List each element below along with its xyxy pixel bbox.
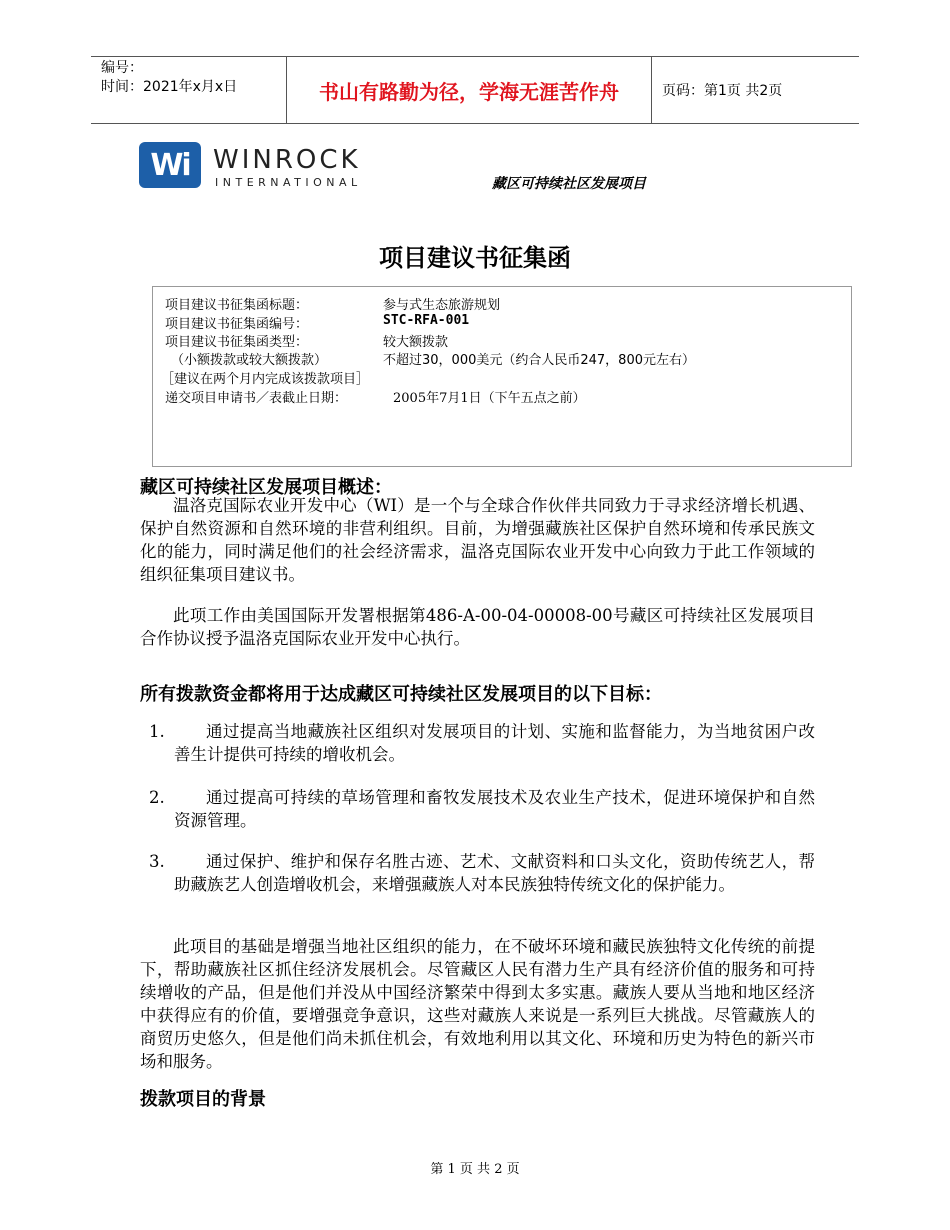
info-value: 较大额拨款: [383, 335, 449, 350]
list-item: [140, 786, 815, 832]
info-key: 项目建议书征集函类型：: [165, 335, 309, 350]
header-meta: [91, 57, 286, 123]
list-text: 通过提高当地藏族社区组织对发展项目的计划、实施和监督能力，为当地贫困户改善生计提供可持续的增收机会。: [174, 722, 815, 764]
section-heading: 拨款项目的背景: [140, 1089, 266, 1110]
logo-mark: Wi: [139, 142, 201, 188]
info-value: STC-RFA-001: [383, 313, 470, 328]
info-key: 项目建议书征集函编号：: [165, 317, 309, 332]
section-heading: 藏区可持续社区发展项目概述：: [140, 477, 392, 498]
info-key: ［建议在两个月内完成该拨款项目］: [161, 372, 370, 387]
project-tag: 藏区可持续社区发展项目: [492, 176, 646, 192]
info-value: 参与式生态旅游规划: [383, 298, 501, 313]
page-footer: 第 1 页 共 2 页: [430, 1162, 520, 1177]
info-key: 项目建议书征集函标题：: [165, 298, 309, 313]
logo-name: WINROCK: [213, 145, 361, 175]
list-item: [140, 850, 815, 896]
info-key: （小额拨款或较大额拨款）: [171, 353, 328, 368]
number-label: 编号：: [101, 60, 143, 76]
paragraph: 此项工作由美国国际开发署根据第486-A-00-04-00008-00号藏区可持续社区发展项目合作协议授予温洛克国际农业开发中心执行。: [140, 606, 815, 648]
time-label: 时间：2021年x月x日: [101, 79, 238, 95]
info-box: [152, 286, 852, 467]
list-item: [140, 720, 815, 766]
paragraph: 温洛克国际农业开发中心（WI）是一个与全球合作伙伴共同致力于寻求经济增长机遇、保护自然资源和自然环境的非营利组织。目前，为增强藏族社区保护自然环境和传承民族文化的能力，同时满足他们的社会经济需求，温洛克国际农业开发中心向致力于此工作领域的组织征集项目建议书。: [140, 496, 815, 584]
header-page-label: 页码：第1页 共2页: [662, 83, 783, 99]
document-title: 项目建议书征集函: [379, 244, 571, 272]
list-number: 2.: [149, 788, 165, 807]
winrock-logo: [139, 140, 379, 190]
info-value: 不超过30，000美元（约合人民币247，800元左右）: [383, 353, 695, 368]
list-text: 通过提高可持续的草场管理和畜牧发展技术及农业生产技术，促进环境保护和自然资源管理。: [174, 788, 815, 830]
list-text: 通过保护、维护和保存名胜古迹、艺术、文献资料和口头文化，资助传统艺人，帮助藏族艺人创造增收机会，来增强藏族人对本民族独特传统文化的保护能力。: [174, 852, 815, 894]
logo-subtitle: INTERNATIONAL: [215, 176, 362, 189]
list-number: 3.: [149, 852, 165, 871]
header-motto: 书山有路勤为径，学海无涯苦作舟: [286, 57, 652, 123]
info-value: 2005年7月1日（下午五点之前）: [393, 391, 586, 406]
page-header-table: [91, 56, 859, 124]
section-heading: 所有拨款资金都将用于达成藏区可持续社区发展项目的以下目标：: [140, 684, 662, 705]
list-number: 1.: [149, 722, 165, 741]
paragraph: 此项目的基础是增强当地社区组织的能力，在不破坏环境和藏民族独特文化传统的前提下，帮助藏族社区抓住经济发展机会。尽管藏区人民有潜力生产具有经济价值的服务和可持续增收的产品，但是他们并没从中国经济繁荣中得到太多实惠。藏族人要从当地和地区经济中获得应有的价值，要增强竞争意识，这些对藏族人来说是一系列巨大挑战。尽管藏族人的商贸历史悠久，但是他们尚未抓住机会，有效地利用以其文化、环境和历史为特色的新兴市场和服务。: [140, 937, 815, 1071]
info-key: 递交项目申请书／表截止日期：: [165, 391, 348, 406]
